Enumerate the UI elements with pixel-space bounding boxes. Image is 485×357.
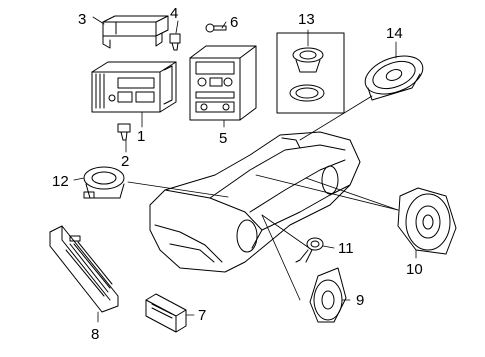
- radio-receiver: [92, 62, 176, 112]
- callout-5: 5: [219, 130, 228, 147]
- callout-6: 6: [230, 14, 239, 31]
- callout-10: 10: [406, 261, 423, 278]
- module-7: [146, 294, 186, 332]
- callout-11: 11: [338, 240, 354, 257]
- callout-9: 9: [356, 292, 365, 309]
- callout-13: 13: [298, 11, 315, 28]
- callout-7: 7: [198, 307, 207, 324]
- woofer-9: [310, 268, 346, 322]
- callout-2: 2: [121, 153, 130, 170]
- callout-3: 3: [78, 11, 87, 28]
- callout-4: 4: [170, 5, 179, 22]
- screw-2: [118, 124, 130, 140]
- screw-4: [170, 34, 180, 50]
- subwoofer-10: [398, 188, 456, 254]
- bolt-6: [206, 24, 226, 32]
- callout-14: 14: [386, 25, 403, 42]
- car-outline: [150, 132, 360, 272]
- amplifier: [50, 226, 118, 312]
- callout-8: 8: [91, 326, 100, 343]
- control-panel: [190, 46, 256, 120]
- radio-bracket: [103, 16, 168, 48]
- callout-1: 1: [137, 128, 146, 145]
- oval-speaker: [360, 49, 428, 101]
- tweeter-box: [277, 33, 344, 113]
- speaker-12: [84, 167, 124, 198]
- callout-12: 12: [52, 173, 69, 190]
